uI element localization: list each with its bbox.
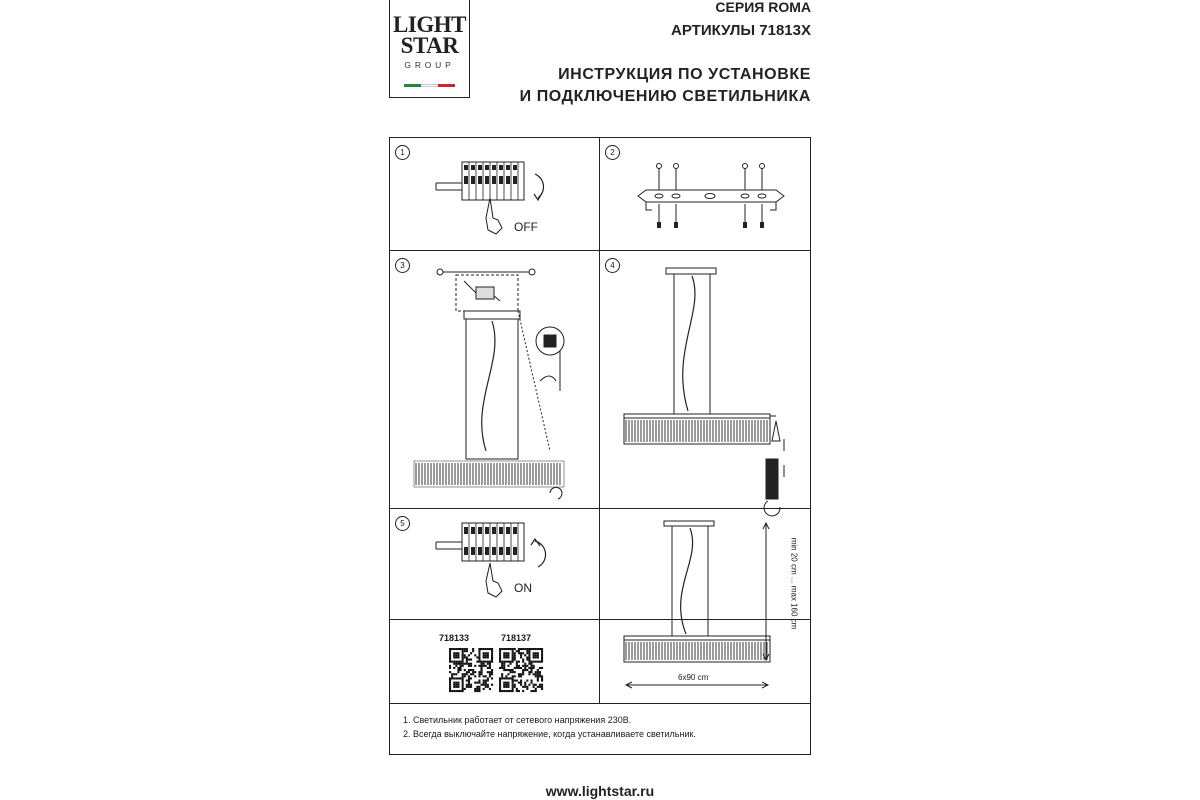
step-2-cell — [600, 138, 811, 250]
step-number: 5 — [395, 516, 410, 531]
italian-flag-icon — [404, 84, 455, 87]
step-1-cell — [390, 138, 599, 250]
document-title-line-2: И ПОДКЛЮЧЕНИЮ СВЕТИЛЬНИКА — [519, 88, 811, 105]
step-number: 3 — [395, 258, 410, 273]
mounting-bracket-icon — [600, 138, 811, 250]
note-line: 2. Всегда выключайте напряжение, когда устанавливаете светильник. — [403, 729, 696, 739]
step-1-label: OFF — [514, 220, 538, 234]
qr-article-2: 718137 — [501, 633, 532, 643]
wiring-icon — [390, 251, 599, 508]
qr-article-1: 718133 — [439, 633, 470, 643]
note-line: 1. Светильник работает от сетевого напряжения 230В. — [403, 715, 632, 725]
notes-box — [389, 704, 811, 755]
step-3-cell — [390, 251, 599, 508]
qr-code-icon[interactable] — [449, 648, 493, 692]
brand-logo — [389, 0, 470, 98]
breaker-off-icon — [390, 138, 599, 250]
breaker-on-icon — [390, 509, 599, 619]
qr-code-icon[interactable] — [499, 648, 543, 692]
step-number: 1 — [395, 145, 410, 160]
lamp-install-icon — [600, 251, 811, 508]
instruction-grid — [389, 137, 811, 704]
step-5-label: ON — [514, 581, 532, 595]
document-title-line-1: ИНСТРУКЦИЯ ПО УСТАНОВКЕ — [558, 66, 811, 83]
series-name: СЕРИЯ ROMA — [715, 0, 811, 15]
logo-line-2: STAR — [400, 33, 459, 58]
step-number: 4 — [605, 258, 620, 273]
step-5-cell — [390, 509, 599, 619]
step-number: 2 — [605, 145, 620, 160]
qr-cell — [390, 620, 599, 704]
logo-line-3: GROUP — [404, 60, 455, 70]
step-4-cell — [600, 251, 811, 508]
dimension-width: 6x90 cm — [678, 673, 709, 682]
article-number: АРТИКУЛЫ 71813X — [671, 22, 811, 39]
dimensions-cell — [600, 509, 811, 704]
website-url[interactable]: www.lightstar.ru — [545, 783, 655, 799]
dimension-height: min 20 cm ... max 160 cm — [789, 537, 799, 630]
logo-line-1: LIGHT — [393, 12, 466, 37]
